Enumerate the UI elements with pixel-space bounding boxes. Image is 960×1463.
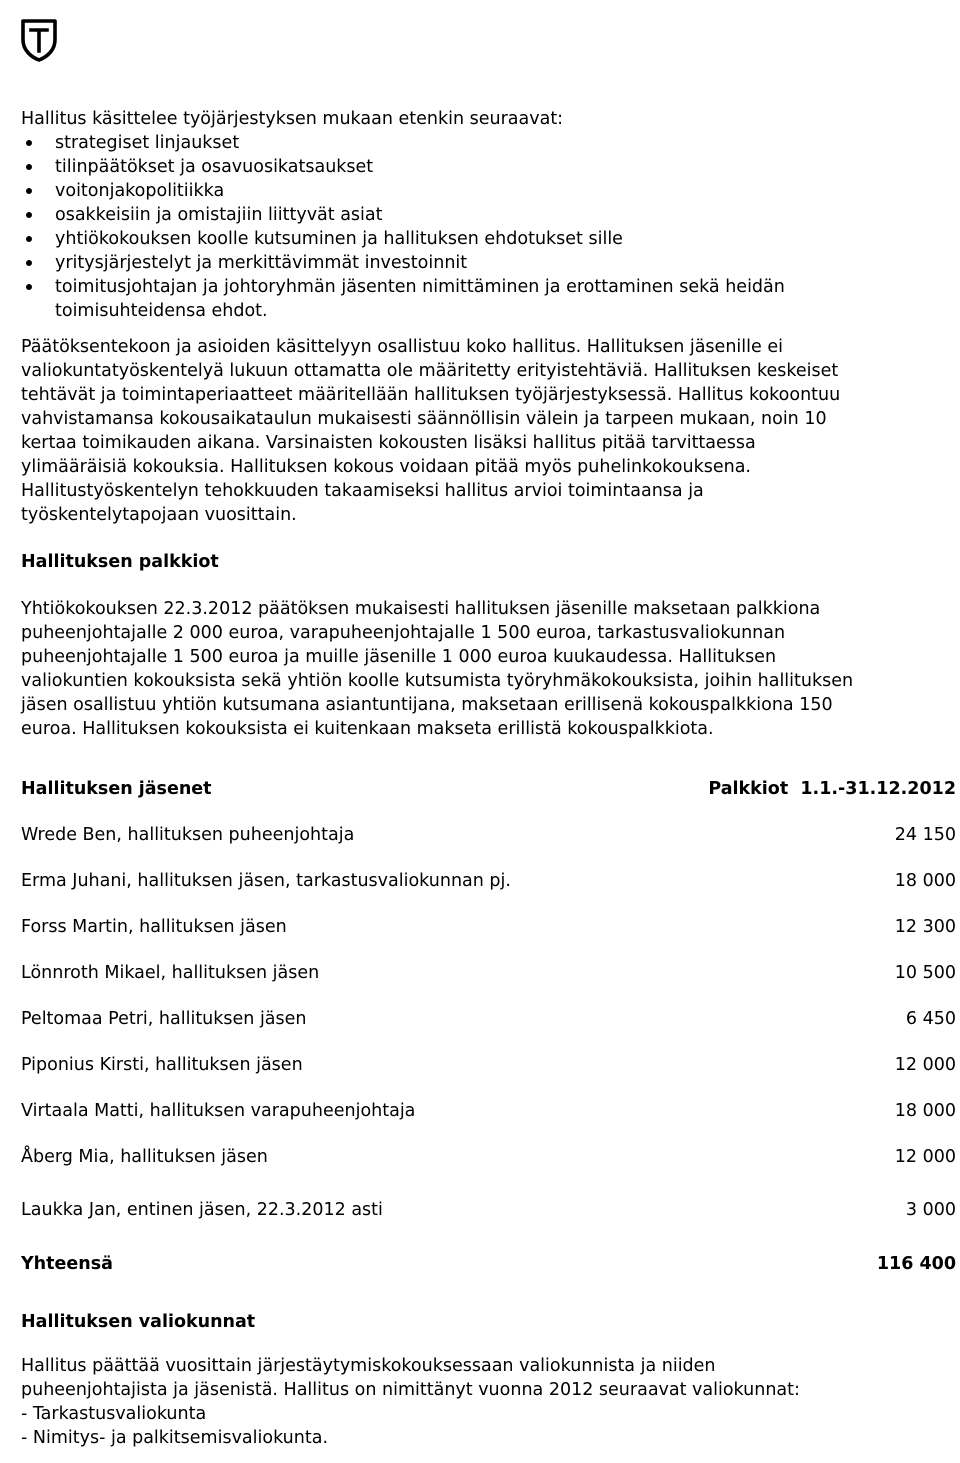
member-name: Peltomaa Petri, hallituksen jäsen bbox=[21, 1009, 307, 1029]
list-item: yritysjärjestelyt ja merkittävimmät investoinnit bbox=[21, 251, 957, 275]
member-name: Lönnroth Mikael, hallituksen jäsen bbox=[21, 963, 320, 983]
decision-paragraph: Päätöksentekoon ja asioiden käsittelyyn osallistuu koko hallitus. Hallituksen jäsenille ei valiokuntatyöskentelyä lukuun ottamatta ole määritetty erityistehtäviä. Hallituksen keskeiset tehtävät ja toimintaperiaatteet määritellään hallituksen työjärjestyksessä. Hallitus kokoontuu vahvistamansa kokousaikataulun mukaisesti säännöllisin välein ja tarpeen mukaan, noin 10 kertaa toimikauden aikana. Varsinaisten kokousten lisäksi hallitus pitää tarvittaessa ylimääräisiä kokouksia. Hallituksen kokous voidaan pitää myös puhelinkokouksena. Hallitustyöskentelyn tehokkuuden takaamiseksi hallitus arvioi toimintaansa ja työskentelytapojaan vuosittain. bbox=[21, 337, 841, 525]
member-name: Forss Martin, hallituksen jäsen bbox=[21, 917, 287, 937]
list-item: voitonjakopolitiikka bbox=[21, 179, 957, 203]
member-fee: 10 500 bbox=[894, 963, 956, 983]
member-fee: 6 450 bbox=[905, 1009, 956, 1029]
member-fee: 3 000 bbox=[905, 1200, 956, 1220]
bullet-icon bbox=[26, 260, 32, 266]
t-shield-logo-icon bbox=[20, 18, 58, 62]
member-name: Åberg Mia, hallituksen jäsen bbox=[21, 1147, 268, 1167]
table-row bbox=[21, 1055, 956, 1101]
member-fee: 12 000 bbox=[894, 1055, 956, 1075]
table-row bbox=[21, 963, 956, 1009]
bullet-icon bbox=[26, 188, 32, 194]
member-name: Virtaala Matti, hallituksen varapuheenjohtaja bbox=[21, 1101, 416, 1121]
total-amount: 116 400 bbox=[876, 1254, 956, 1274]
member-fee: 18 000 bbox=[894, 1101, 956, 1121]
list-item: - Nimitys- ja palkitsemisvaliokunta. bbox=[21, 1428, 329, 1448]
committees-heading: Hallituksen valiokunnat bbox=[21, 1312, 256, 1332]
list-item: tilinpäätökset ja osavuosikatsaukset bbox=[21, 155, 957, 179]
bullet-icon bbox=[26, 212, 32, 218]
table-row bbox=[21, 917, 956, 963]
list-item: - Tarkastusvaliokunta bbox=[21, 1404, 207, 1424]
fees-table bbox=[21, 779, 956, 1284]
list-item-continuation: toimisuhteidensa ehdot. bbox=[55, 301, 268, 321]
member-name: Wrede Ben, hallituksen puheenjohtaja bbox=[21, 825, 355, 845]
table-row bbox=[21, 1200, 956, 1254]
member-name: Erma Juhani, hallituksen jäsen, tarkastusvaliokunnan pj. bbox=[21, 871, 511, 891]
table-row bbox=[21, 1147, 956, 1200]
document-body bbox=[21, 107, 957, 1450]
intro-lead: Hallitus käsittelee työjärjestyksen mukaan etenkin seuraavat: bbox=[21, 109, 564, 129]
bullet-icon bbox=[26, 140, 32, 146]
list-item: osakkeisiin ja omistajiin liittyvät asiat bbox=[21, 203, 957, 227]
member-fee: 12 000 bbox=[894, 1147, 956, 1167]
table-header bbox=[21, 779, 956, 825]
table-row bbox=[21, 1009, 956, 1055]
fees-heading: Hallituksen palkkiot bbox=[21, 552, 219, 572]
member-name: Piponius Kirsti, hallituksen jäsen bbox=[21, 1055, 303, 1075]
list-item: yhtiökokouksen koolle kutsuminen ja hallituksen ehdotukset sille bbox=[21, 227, 957, 251]
table-total-row bbox=[21, 1254, 956, 1284]
committees-paragraph: Hallitus päättää vuosittain järjestäytymiskokouksessaan valiokunnista ja niiden puheenjohtajista ja jäsenistä. Hallitus on nimittänyt vuonna 2012 seuraavat valiokunnat: - Tarkastusvaliokunta - Nimitys- ja palkitsemisvaliokunta. bbox=[21, 1354, 957, 1450]
column-header-member: Hallituksen jäsenet bbox=[21, 779, 212, 799]
bullet-icon bbox=[26, 164, 32, 170]
member-fee: 18 000 bbox=[894, 871, 956, 891]
table-row bbox=[21, 871, 956, 917]
company-logo bbox=[20, 18, 58, 62]
member-fee: 24 150 bbox=[894, 825, 956, 845]
table-row bbox=[21, 1101, 956, 1147]
member-name: Laukka Jan, entinen jäsen, 22.3.2012 asti bbox=[21, 1200, 383, 1220]
list-item: toimitusjohtajan ja johtoryhmän jäsenten nimittäminen ja erottaminen sekä heidän toimisuhteidensa ehdot. bbox=[21, 275, 957, 323]
column-header-fees: Palkkiot 1.1.-31.12.2012 bbox=[708, 779, 956, 799]
bullet-icon bbox=[26, 284, 32, 290]
bullet-icon bbox=[26, 236, 32, 242]
member-fee: 12 300 bbox=[894, 917, 956, 937]
table-row bbox=[21, 825, 956, 871]
list-item: strategiset linjaukset bbox=[21, 131, 957, 155]
fees-paragraph: Yhtiökokouksen 22.3.2012 päätöksen mukaisesti hallituksen jäsenille maksetaan palkkiona puheenjohtajalle 2 000 euroa, varapuheenjohtajalle 1 500 euroa, tarkastusvaliokunnan puheenjohtajalle 1 500 euroa ja muille jäsenille 1 000 euroa kuukaudessa. Hallituksen valiokuntien kokouksista sekä yhtiön koolle kutsumista työryhmäkokouksista, joihin hallituksen jäsen osallistuu yhtiön kutsumana asiantuntijana, maksetaan erillisenä kokouspalkkiona 150 euroa. Hallituksen kokouksista ei kuitenkaan makseta erillistä kokouspalkkiota. bbox=[21, 599, 854, 739]
responsibilities-list bbox=[21, 131, 957, 323]
total-label: Yhteensä bbox=[21, 1254, 113, 1274]
